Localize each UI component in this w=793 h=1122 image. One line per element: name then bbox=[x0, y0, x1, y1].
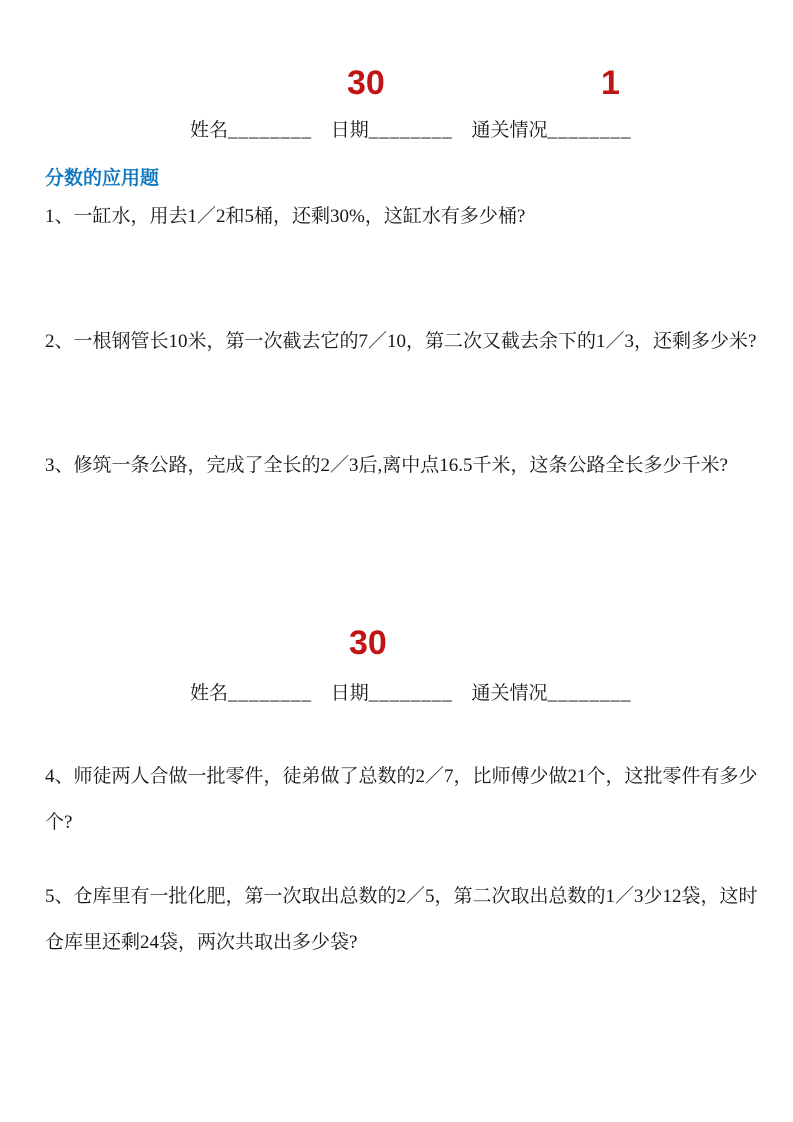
date-blank: ________ bbox=[368, 120, 453, 141]
page-number: 1 bbox=[601, 64, 620, 102]
pass-status-field bbox=[472, 120, 632, 141]
pass-status-field bbox=[472, 683, 632, 704]
pass-status-blank: ________ bbox=[547, 683, 632, 704]
question-2: 2、一根钢管长10米，第一次截去它的7／10，第二次又截去余下的1／3，还剩多少米? bbox=[45, 331, 757, 352]
name-blank: ________ bbox=[228, 120, 313, 141]
name-label: 姓名 bbox=[190, 683, 229, 704]
pass-status-label: 通关情况 bbox=[471, 683, 548, 704]
date-label: 日期 bbox=[330, 683, 369, 704]
name-blank: ________ bbox=[228, 683, 313, 704]
name-date-line-top bbox=[190, 119, 646, 143]
section-title: 分数的应用题 bbox=[45, 168, 160, 189]
question-4: 4、师徒两人合做一批零件，徒弟做了总数的2／7，比师傅少做21个，这批零件有多少个? bbox=[45, 766, 758, 833]
date-field bbox=[331, 120, 453, 141]
name-date-line-middle bbox=[190, 682, 646, 706]
pass-status-label: 通关情况 bbox=[471, 120, 548, 141]
date-blank: ________ bbox=[368, 683, 453, 704]
date-field bbox=[331, 683, 453, 704]
question-3: 3、修筑一条公路，完成了全长的2／3后,离中点16.5千米，这条公路全长多少千米? bbox=[45, 455, 728, 476]
date-label: 日期 bbox=[330, 120, 369, 141]
name-field bbox=[190, 683, 312, 704]
name-field bbox=[190, 120, 312, 141]
name-label: 姓名 bbox=[190, 120, 229, 141]
question-1: 1、一缸水，用去1／2和5桶，还剩30%，这缸水有多少桶? bbox=[45, 206, 526, 227]
question-5: 5、仓库里有一批化肥，第一次取出总数的2／5，第二次取出总数的1／3少12袋，这时仓库里还剩24袋，两次共取出多少袋? bbox=[45, 886, 758, 953]
score-value-middle: 30 bbox=[349, 624, 387, 662]
score-value-top: 30 bbox=[347, 64, 385, 102]
pass-status-blank: ________ bbox=[547, 120, 632, 141]
